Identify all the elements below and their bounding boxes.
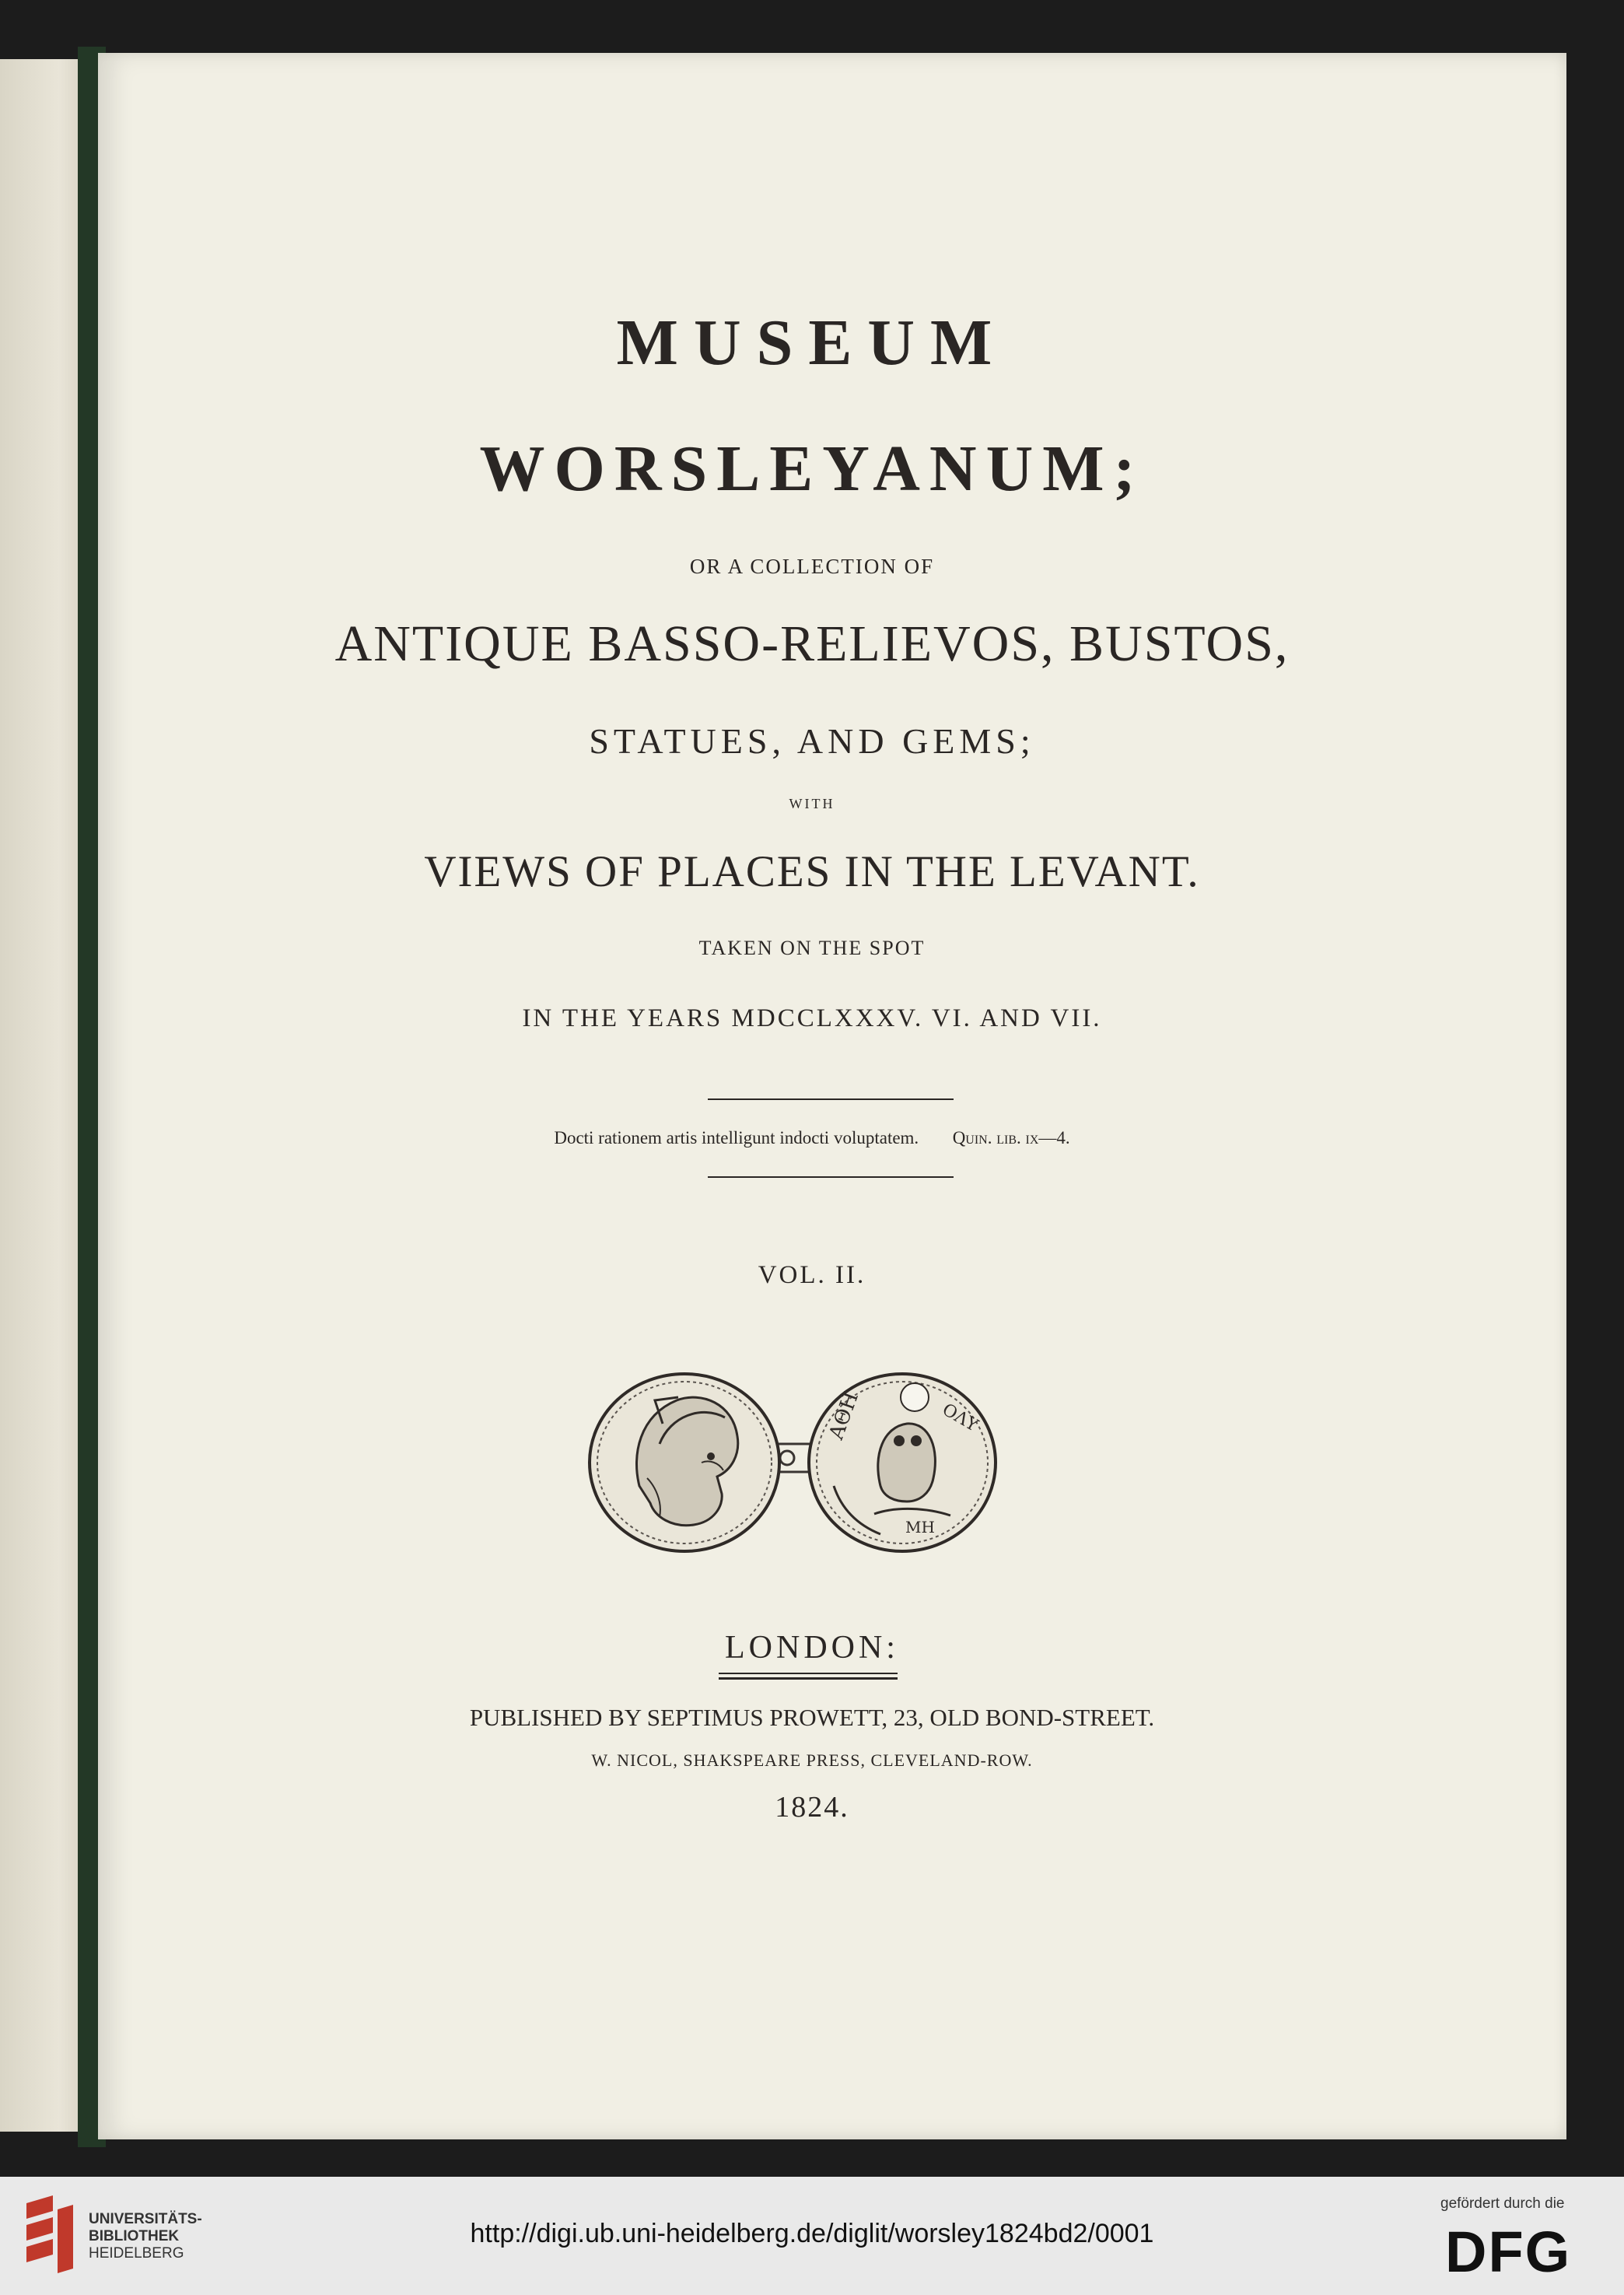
- athena-coin-icon: [590, 1374, 779, 1551]
- imprint-rule-thick: [719, 1677, 898, 1680]
- permalink-url[interactable]: http://digi.ub.uni-heidelberg.de/diglit/worsley1824bd2/0001: [470, 2219, 1154, 2248]
- subtitle-statues: STATUES, AND GEMS;: [589, 721, 1035, 761]
- coin-legend-bottom: ΜΗ: [905, 1518, 935, 1536]
- coin-legend-right: ΟΛΥ: [939, 1400, 982, 1436]
- library-name-line1: UNIVERSITÄTS-: [89, 2211, 202, 2227]
- imprint-rule: [719, 1673, 898, 1674]
- viewer-footer: [0, 2177, 1624, 2295]
- subtitle-antique: ANTIQUE BASSO-RELIEVOS, BUSTOS,: [334, 615, 1290, 672]
- epigraph-source: Quin. lib. ix—4.: [952, 1128, 1070, 1148]
- divider-top: [708, 1098, 954, 1100]
- title-museum: MUSEUM: [616, 307, 1008, 379]
- owl-coin-icon: [809, 1374, 996, 1551]
- divider-bottom: [708, 1176, 954, 1178]
- coin-legend-top: ΑΘΗ: [824, 1389, 864, 1443]
- subtitle-views: VIEWS OF PLACES IN THE LEVANT.: [424, 847, 1200, 896]
- subtitle-with: WITH: [789, 796, 835, 811]
- epigraph: [0, 1128, 1624, 1148]
- dfg-logo-icon[interactable]: [1445, 2223, 1601, 2278]
- library-name-line3: HEIDELBERG: [89, 2245, 184, 2262]
- sponsor-label: gefördert durch die: [1440, 2195, 1565, 2212]
- printer-line: W. NICOL, SHAKSPEARE PRESS, CLEVELAND-ROW.: [591, 1750, 1033, 1770]
- dfg-logo-text: DFG: [1445, 2223, 1572, 2278]
- volume-label: VOL. II.: [758, 1261, 866, 1289]
- library-name-line2: BIBLIOTHEK: [89, 2228, 180, 2244]
- epigraph-text: Docti rationem artis intelligunt indocti voluptatem.: [554, 1128, 919, 1148]
- subtitle-intro: OR A COLLECTION OF: [689, 555, 935, 578]
- subtitle-taken: TAKEN ON THE SPOT: [698, 937, 926, 959]
- title-worsleyanum: WORSLEYANUM;: [479, 433, 1145, 505]
- imprint-city: LONDON:: [725, 1630, 899, 1666]
- publication-year: 1824.: [775, 1791, 849, 1824]
- coin-engraving: [585, 1369, 1002, 1556]
- subtitle-years: IN THE YEARS MDCCLXXXV. VI. AND VII.: [522, 1004, 1102, 1032]
- publisher-line: PUBLISHED BY SEPTIMUS PROWETT, 23, OLD BOND-STREET.: [469, 1704, 1155, 1731]
